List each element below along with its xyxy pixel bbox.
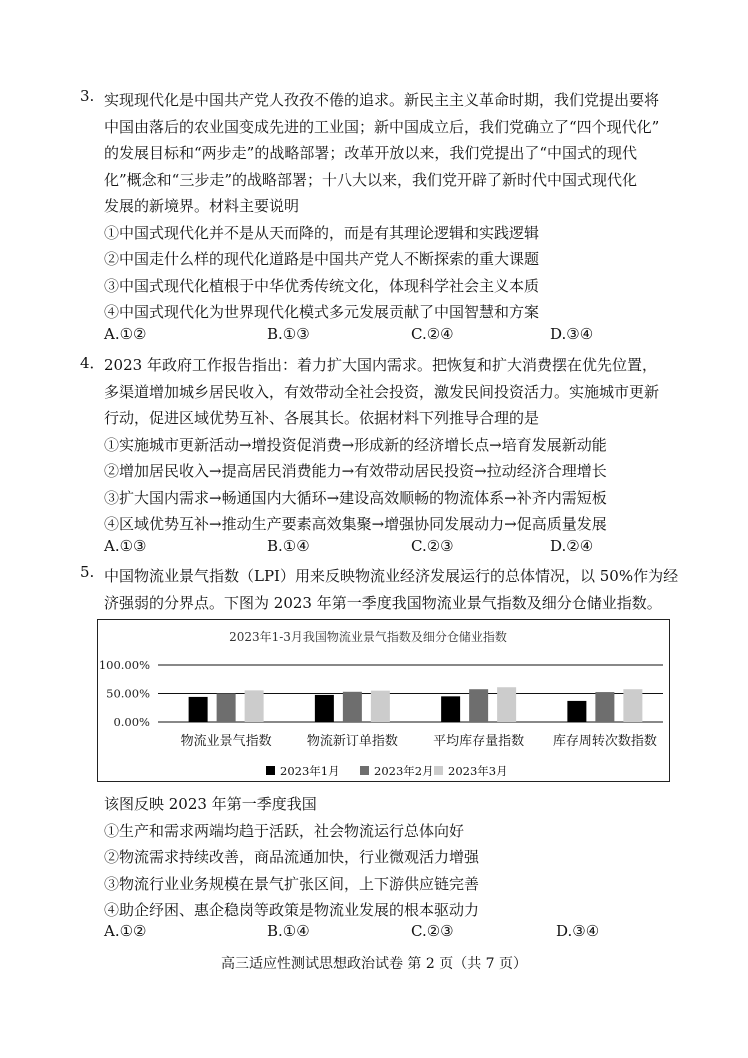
- q4-option-b[interactable]: B.①④: [267, 537, 310, 555]
- x-tick-label: 平均库存量指数: [433, 734, 525, 749]
- legend-swatch: [434, 766, 443, 775]
- chart-frame: [97, 619, 670, 782]
- q4-options: [104, 537, 744, 563]
- q5-options: [104, 922, 744, 948]
- y-tick-label: 100.00%: [98, 658, 150, 672]
- bar: [315, 695, 334, 722]
- q3-number: 3.: [80, 87, 95, 105]
- q3-item: ②中国走什么样的现代化道路是中国共产党人不断探索的重大课题: [104, 250, 540, 268]
- q4-stem: [104, 352, 659, 538]
- q5-option-c[interactable]: C.②③: [411, 922, 454, 940]
- q5-stem: [104, 563, 678, 616]
- q5-stem-line: 中国物流业景气指数（LPI）用来反映物流业经济发展运行的总体情况，以 50%作为经: [104, 567, 679, 585]
- q5-stem-line: 济强弱的分界点。下图为 2023 年第一季度我国物流业景气指数及细分仓储业指数。: [104, 593, 662, 612]
- q5-option-d[interactable]: D.③④: [556, 922, 600, 940]
- bar: [217, 694, 236, 723]
- q3-stem-line: 的发展目标和“两步走”的战略部署；改革开放以来，我们党提出了“中国式的现代: [104, 144, 638, 162]
- q3-option-c[interactable]: C.②④: [411, 325, 454, 343]
- q3-item: ③中国式现代化植根于中华优秀传统文化，体现科学社会主义本质: [104, 276, 540, 295]
- bar: [595, 692, 614, 722]
- q3-stem: [104, 87, 659, 326]
- q3-stem-line: 发展的新境界。材料主要说明: [104, 197, 300, 215]
- legend-swatch: [360, 766, 369, 775]
- q4-option-a[interactable]: A.①③: [104, 537, 147, 555]
- legend-label: 2023年2月: [374, 764, 434, 778]
- x-tick-label: 物流新订单指数: [306, 734, 398, 749]
- q4-stem-line: 2023 年政府工作报告指出：着力扩大国内需求。把恢复和扩大消费摆在优先位置，: [104, 356, 657, 374]
- q4-stem-line: 行动，促进区域优势互补、各展其长。依据材料下列推导合理的是: [104, 409, 540, 427]
- bar: [469, 689, 488, 722]
- y-tick-label: 50.00%: [106, 686, 150, 701]
- bar: [567, 701, 586, 722]
- q3-option-b[interactable]: B.①③: [267, 325, 310, 343]
- q4-item: ①实施城市更新活动→增投资促消费→形成新的经济增长点→培育发展新动能: [104, 435, 607, 454]
- legend-label: 2023年1月: [280, 764, 340, 778]
- q3-option-a[interactable]: A.①②: [104, 325, 147, 343]
- q5-item: ①生产和需求两端均趋于活跃，社会物流运行总体向好: [104, 821, 465, 840]
- q5-item: ②物流需求持续改善，商品流通加快，行业微观活力增强: [104, 848, 480, 866]
- q5-option-a[interactable]: A.①②: [104, 922, 147, 940]
- q3-stem-line: 中国由落后的农业国变成先进的工业国；新中国成立后，我们党确立了“四个现代化”: [104, 117, 660, 136]
- q4-item: ③扩大国内需求→畅通国内大循环→建设高效顺畅的物流体系→补齐内需短板: [104, 488, 607, 507]
- x-tick-label: 物流业景气指数: [180, 734, 272, 749]
- q4-stem-line: 多渠道增加城乡居民收入，有效带动全社会投资，激发民间投资活力。实施城市更新: [104, 382, 660, 401]
- q3-stem-line: 实现现代化是中国共产党人孜孜不倦的追求。新民主主义革命时期，我们党提出要将: [104, 91, 660, 109]
- q4-option-c[interactable]: C.②③: [411, 537, 454, 555]
- legend-label: 2023年3月: [448, 764, 508, 778]
- q4-item: ④区域优势互补→推动生产要素高效集聚→增强协同发展动力→促高质量发展: [104, 515, 607, 533]
- q3-option-d[interactable]: D.③④: [550, 325, 594, 343]
- q3-options: [104, 325, 744, 351]
- bar: [245, 690, 264, 722]
- q5-lead: 该图反映 2023 年第一季度我国: [104, 795, 317, 813]
- q4-option-d[interactable]: D.②④: [550, 537, 594, 555]
- q3-item: ①中国式现代化并不是从天而降的，而是有其理论逻辑和实践逻辑: [104, 223, 540, 242]
- chart-title: 2023年1-3月我国物流业景气指数及细分仓储业指数: [229, 630, 507, 644]
- q5-after-chart: [104, 791, 479, 924]
- q3-item: ④中国式现代化为世界现代化模式多元发展贡献了中国智慧和方案: [104, 303, 540, 321]
- q5-item: ③物流行业业务规模在景气扩张区间，上下游供应链完善: [104, 874, 480, 893]
- bar: [497, 687, 516, 722]
- q5-item: ④助企纾困、惠企稳岗等政策是物流业发展的根本驱动力: [104, 901, 480, 919]
- x-tick-label: 库存周转次数指数: [552, 734, 657, 749]
- legend-swatch: [266, 766, 275, 775]
- q3-stem-line: 化”概念和“三步走”的战略部署；十八大以来，我们党开辟了新时代中国式现代化: [104, 170, 638, 189]
- bar: [189, 697, 208, 722]
- q4-number: 4．: [80, 354, 105, 372]
- q5-option-b[interactable]: B.①④: [267, 922, 310, 940]
- bar-chart: [98, 620, 668, 780]
- q4-item: ②增加居民收入→提高居民消费能力→有效带动居民投资→拉动经济合理增长: [104, 462, 607, 480]
- bar: [623, 689, 642, 722]
- bar: [441, 696, 460, 722]
- bar: [343, 692, 362, 722]
- y-tick-label: 0.00%: [113, 715, 150, 729]
- page-footer: 高三适应性测试思想政治试卷 第 2 页（共 7 页）: [220, 956, 528, 972]
- q5-number: 5.: [80, 563, 95, 581]
- bar: [371, 691, 390, 722]
